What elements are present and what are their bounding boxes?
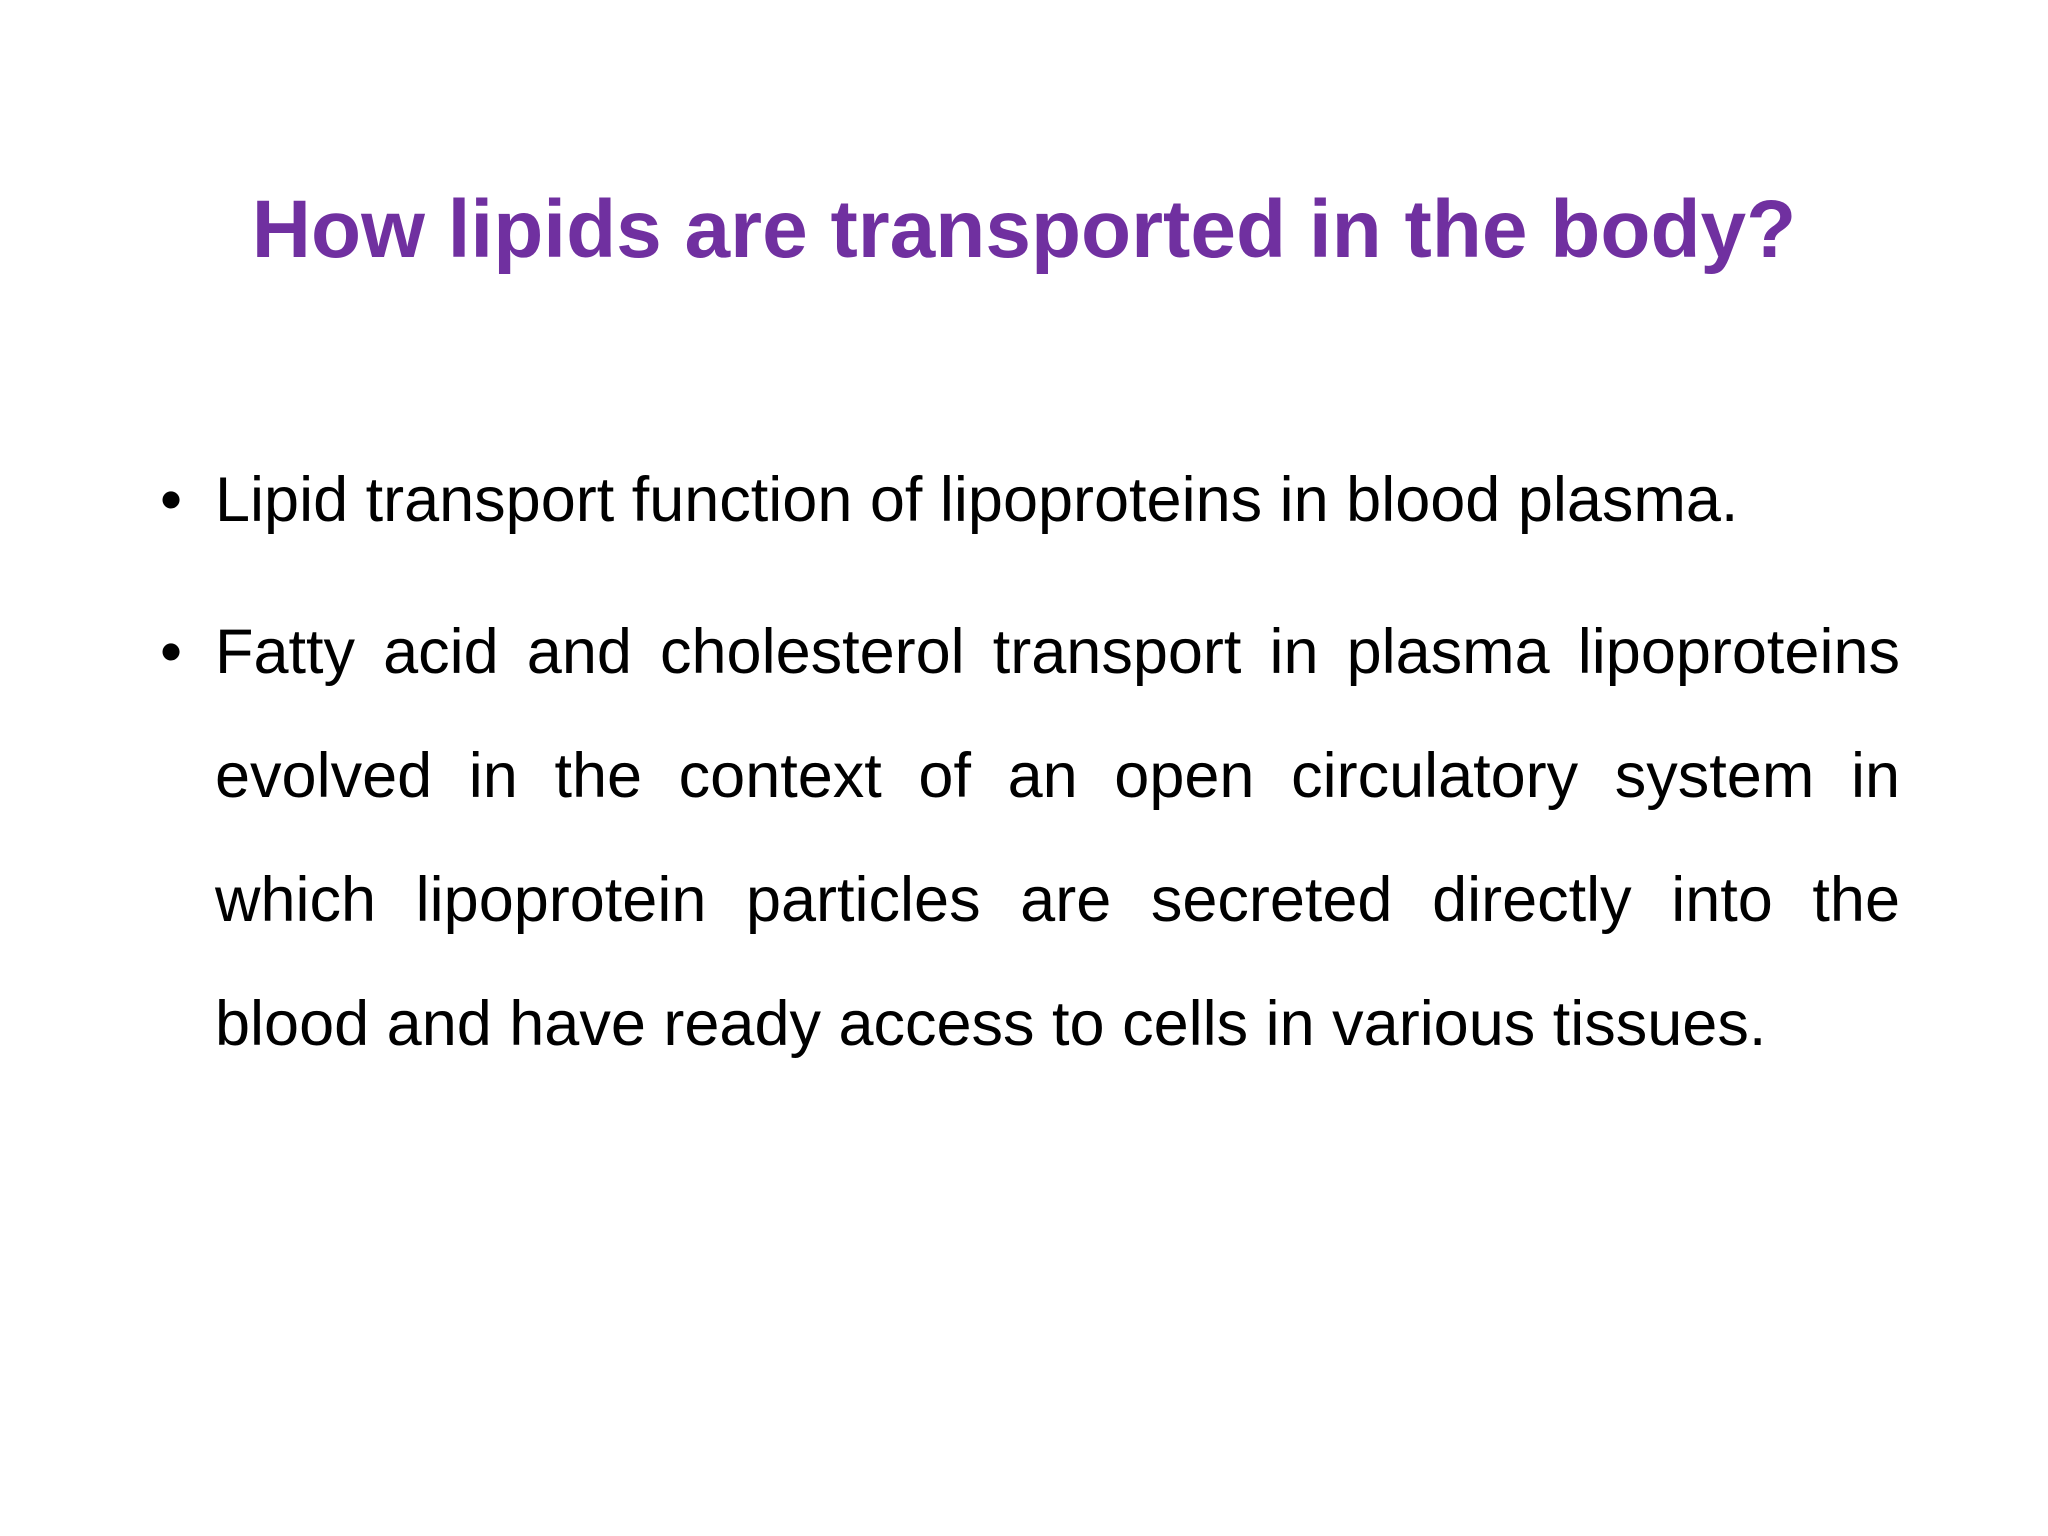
bullet-item (160, 590, 1900, 1086)
bullet-list (160, 438, 1900, 1086)
slide-title: How lipids are transported in the body? (251, 184, 1797, 275)
bullet-text: Lipid transport function of lipoproteins in blood plasma. (215, 465, 1739, 535)
bullet-item (160, 438, 1900, 562)
bullet-text: Fatty acid and cholesterol transport in plasma lipoproteins evolved in the context of an open circulatory system in which lipoprotein particles are secreted directly into the blood and have ready access to cells in various tissues. (215, 617, 1900, 1059)
bullet-marker: • (160, 617, 183, 687)
bullet-marker: • (160, 465, 183, 535)
